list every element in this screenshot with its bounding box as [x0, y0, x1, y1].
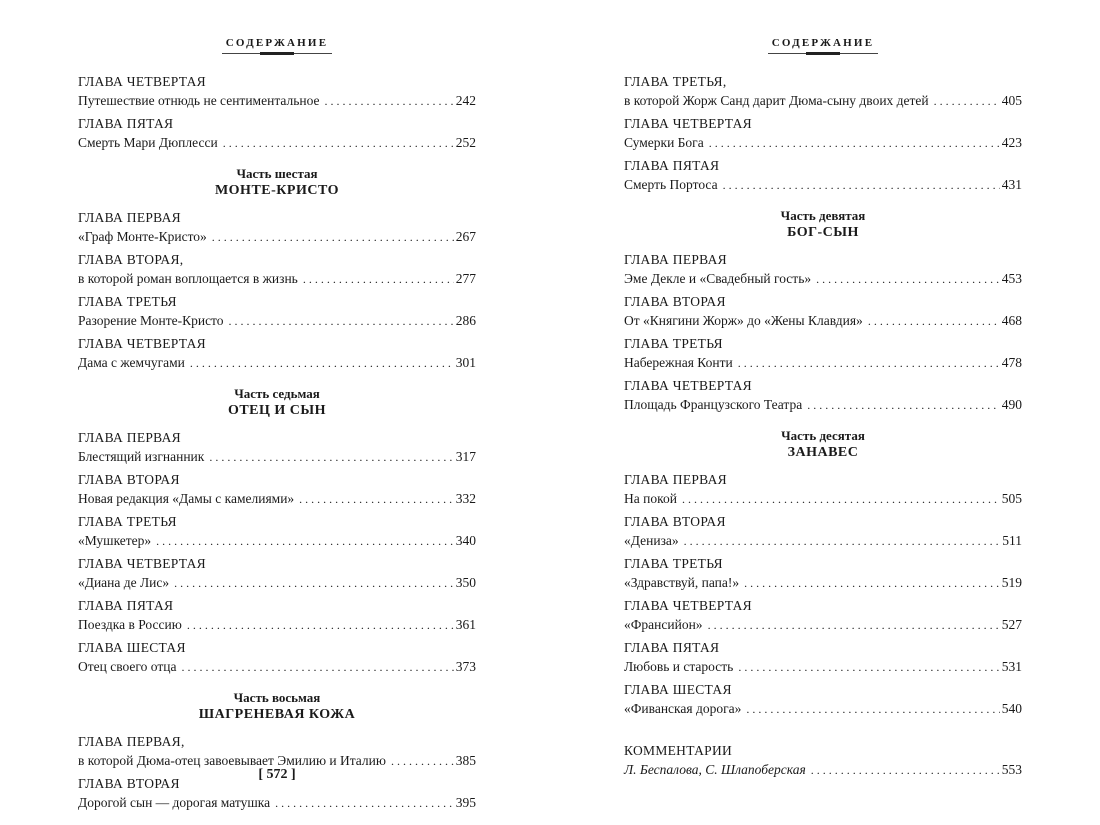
dot-leader: [868, 312, 1000, 331]
dot-leader: [816, 270, 1000, 289]
dot-leader: [682, 490, 1000, 509]
page-ref: 267: [455, 229, 476, 244]
dot-leader: [709, 134, 1000, 153]
page-number: [ 572 ]: [258, 767, 296, 782]
toc-entry[interactable]: [624, 292, 1022, 331]
page-ref: 478: [1001, 355, 1022, 370]
dot-leader: [746, 700, 999, 719]
toc-entry[interactable]: [624, 250, 1022, 289]
toc-entry[interactable]: [78, 428, 476, 467]
toc-line: [78, 269, 476, 289]
toc-entry[interactable]: [624, 156, 1022, 195]
page-ref: 511: [1002, 533, 1022, 548]
toc-line: [624, 531, 1022, 551]
chapter-label: ГЛАВА ПЯТАЯ: [78, 598, 174, 613]
chapter-title: На покой: [624, 491, 677, 506]
chapter-label: ГЛАВА ПЕРВАЯ,: [78, 734, 185, 749]
toc-line: [78, 489, 476, 509]
page-ref: 431: [1001, 177, 1022, 192]
toc-entry[interactable]: [624, 334, 1022, 373]
toc-entry[interactable]: [78, 732, 476, 771]
page-ref: 350: [455, 575, 476, 590]
part-title: БОГ-СЫН: [787, 225, 859, 240]
page-ref: 277: [455, 271, 476, 286]
toc-entry[interactable]: [78, 208, 476, 247]
chapter-title: От «Княгини Жорж» до «Жены Клавдия»: [624, 313, 863, 328]
part-title: ОТЕЦ И СЫН: [227, 403, 327, 418]
dot-leader: [744, 574, 1000, 593]
toc-line: [78, 311, 476, 331]
toc-line: [78, 227, 476, 247]
chapter-label: ГЛАВА ВТОРАЯ: [624, 294, 726, 309]
chapter-label: ГЛАВА ЧЕТВЕРТАЯ: [78, 336, 206, 351]
chapter-label: ГЛАВА ЧЕТВЕРТАЯ: [78, 74, 206, 89]
page-ref: 242: [455, 93, 476, 108]
chapter-title: «Диана де Лис»: [78, 575, 170, 590]
toc-entry[interactable]: [624, 376, 1022, 415]
chapter-title: Путешествие отнюдь не сентиментальное: [78, 93, 320, 108]
page-ref: 405: [1001, 93, 1022, 108]
chapter-title: «Франсийон»: [624, 617, 703, 632]
toc-content: [624, 72, 1022, 783]
dot-leader: [811, 761, 1000, 780]
chapter-label: ГЛАВА ТРЕТЬЯ: [624, 336, 723, 351]
part-label: Часть девятая: [780, 208, 866, 223]
page-ref: 395: [455, 795, 476, 810]
dot-leader: [174, 574, 454, 593]
dot-leader: [275, 794, 454, 813]
chapter-title: Сумерки Бога: [624, 135, 704, 150]
page-ref: 301: [455, 355, 476, 370]
part-heading: [78, 386, 476, 420]
chapter-label: ГЛАВА ПЕРВАЯ: [624, 252, 727, 267]
page-ref: 453: [1001, 271, 1022, 286]
chapter-label: ГЛАВА ВТОРАЯ: [624, 514, 726, 529]
chapter-title: Набережная Конти: [624, 355, 733, 370]
chapter-label: ГЛАВА ТРЕТЬЯ: [78, 294, 177, 309]
toc-parts: [624, 208, 1022, 719]
toc-entry[interactable]: [78, 554, 476, 593]
chapter-label: ГЛАВА ВТОРАЯ: [78, 472, 180, 487]
part-title: ЗАНАВЕС: [787, 445, 859, 460]
toc-entry[interactable]: [78, 114, 476, 153]
toc-entry[interactable]: [624, 554, 1022, 593]
toc-line: [624, 91, 1022, 111]
page-ref: 340: [455, 533, 476, 548]
toc-entry-comments[interactable]: [624, 741, 1022, 780]
page-ref: 423: [1001, 135, 1022, 150]
toc-entry[interactable]: [624, 470, 1022, 509]
page-ref: 286: [455, 313, 476, 328]
dot-leader: [723, 176, 1000, 195]
chapter-title: Дорогой сын — дорогая матушка: [78, 795, 271, 810]
dot-leader: [156, 532, 454, 551]
toc-line: [624, 573, 1022, 593]
chapter-title: «Дениза»: [624, 533, 679, 548]
toc-line: [624, 760, 1022, 780]
dot-leader: [190, 354, 454, 373]
chapter-title: Эме Декле и «Свадебный гость»: [624, 271, 812, 286]
part-title: ШАГРЕНЕВАЯ КОЖА: [198, 707, 356, 722]
toc-parts: [78, 166, 476, 813]
chapter-label: ГЛАВА ЧЕТВЕРТАЯ: [78, 556, 206, 571]
toc-entry[interactable]: [78, 72, 476, 111]
toc-entry[interactable]: [78, 292, 476, 331]
toc-line: [624, 311, 1022, 331]
page-ref: 252: [455, 135, 476, 150]
toc-line: [624, 269, 1022, 289]
dot-leader: [303, 270, 454, 289]
chapter-title: Новая редакция «Дамы с камелиями»: [78, 491, 295, 506]
chapter-label: ГЛАВА ПЯТАЯ: [624, 158, 720, 173]
chapter-label: ГЛАВА ШЕСТАЯ: [78, 640, 186, 655]
chapter-title: Поездка в Россию: [78, 617, 182, 632]
toc-entry[interactable]: [78, 638, 476, 677]
toc-line: [624, 353, 1022, 373]
chapter-title: Отец своего отца: [78, 659, 177, 674]
dot-leader: [187, 616, 454, 635]
dot-leader: [223, 134, 454, 153]
toc-line: [78, 531, 476, 551]
chapter-title: Площадь Французского Театра: [624, 397, 803, 412]
toc-line: [78, 353, 476, 373]
toc-entry[interactable]: [624, 680, 1022, 719]
dot-leader: [209, 448, 453, 467]
page-ref: 361: [455, 617, 476, 632]
chapter-title: в которой Дюма-отец завоевывает Эмилию и Италию: [78, 753, 386, 768]
toc-line: [78, 657, 476, 677]
toc-entry[interactable]: [78, 250, 476, 289]
dot-leader: [229, 312, 454, 331]
chapter-label: ГЛАВА ТРЕТЬЯ: [78, 514, 177, 529]
chapter-label: ГЛАВА ВТОРАЯ,: [78, 252, 184, 267]
toc-line: [78, 573, 476, 593]
chapter-title: Любовь и старость: [624, 659, 734, 674]
toc-line: [78, 793, 476, 813]
chapter-title: Смерть Мари Дюплесси: [78, 135, 218, 150]
part-label: Часть восьмая: [233, 690, 321, 705]
toc-line: [624, 175, 1022, 195]
comments-heading: КОММЕНТАРИИ: [624, 743, 733, 758]
left-page: [78, 0, 476, 825]
dot-leader: [299, 490, 454, 509]
page-ref: 505: [1001, 491, 1022, 506]
dot-leader: [325, 92, 454, 111]
page-ref: 317: [455, 449, 476, 464]
chapter-title: Дама с жемчугами: [78, 355, 185, 370]
header-rule: [222, 53, 332, 54]
dot-leader: [181, 658, 453, 677]
page-ref: 373: [455, 659, 476, 674]
chapter-label: ГЛАВА ШЕСТАЯ: [624, 682, 732, 697]
comments-authors: Л. Беспалова, С. Шлапоберская: [624, 762, 806, 777]
chapter-title: в которой роман воплощается в жизнь: [78, 271, 298, 286]
dot-leader: [738, 354, 1000, 373]
toc-line: [624, 489, 1022, 509]
dot-leader: [684, 532, 1001, 551]
part-title: МОНТЕ-КРИСТО: [214, 183, 340, 198]
page-ref: 531: [1001, 659, 1022, 674]
dot-leader: [212, 228, 454, 247]
toc-line: [78, 615, 476, 635]
chapter-label: ГЛАВА ПЯТАЯ: [624, 640, 720, 655]
header-rule: [768, 53, 878, 54]
chapter-title: «Здравствуй, папа!»: [624, 575, 740, 590]
part-heading: [624, 428, 1022, 462]
toc-entry[interactable]: [624, 72, 1022, 111]
part-heading: [78, 166, 476, 200]
page-ref: 553: [1001, 762, 1022, 777]
page-ref: 385: [455, 753, 476, 768]
chapter-label: ГЛАВА ЧЕТВЕРТАЯ: [624, 598, 752, 613]
toc-entries: [624, 72, 1022, 195]
chapter-title: «Фиванская дорога»: [624, 701, 742, 716]
toc-entry[interactable]: [78, 470, 476, 509]
toc-line: [78, 91, 476, 111]
chapter-label: ГЛАВА ПЕРВАЯ: [78, 430, 181, 445]
chapter-label: ГЛАВА ЧЕТВЕРТАЯ: [624, 116, 752, 131]
chapter-title: Разорение Монте-Кристо: [78, 313, 224, 328]
toc-entry[interactable]: [78, 596, 476, 635]
toc-entries: [78, 72, 476, 153]
toc-entry[interactable]: [624, 638, 1022, 677]
chapter-label: ГЛАВА ПЯТАЯ: [78, 116, 174, 131]
running-head: СОДЕРЖАНИЕ: [225, 37, 329, 49]
chapter-title: в которой Жорж Санд дарит Дюма-сыну двоих детей: [624, 93, 929, 108]
toc-line: [624, 699, 1022, 719]
toc-line: [78, 133, 476, 153]
part-label: Часть седьмая: [234, 386, 320, 401]
dot-leader: [708, 616, 1000, 635]
chapter-label: ГЛАВА ТРЕТЬЯ: [624, 556, 723, 571]
running-head: СОДЕРЖАНИЕ: [771, 37, 875, 49]
chapter-label: ГЛАВА ПЕРВАЯ: [78, 210, 181, 225]
toc-entry[interactable]: [624, 114, 1022, 153]
toc-content: [78, 72, 476, 816]
part-heading: [624, 208, 1022, 242]
page-ref: 540: [1001, 701, 1022, 716]
chapter-label: ГЛАВА ТРЕТЬЯ,: [624, 74, 727, 89]
part-heading: [78, 690, 476, 724]
chapter-label: ГЛАВА ПЕРВАЯ: [624, 472, 727, 487]
toc-entry[interactable]: [78, 334, 476, 373]
toc-line: [624, 395, 1022, 415]
part-label: Часть десятая: [781, 428, 865, 443]
toc-line: [624, 657, 1022, 677]
dot-leader: [807, 396, 1000, 415]
chapter-title: «Мушкетер»: [78, 533, 152, 548]
chapter-title: «Граф Монте-Кристо»: [78, 229, 207, 244]
page-ref: 519: [1001, 575, 1022, 590]
chapter-label: ГЛАВА ВТОРАЯ: [78, 776, 180, 791]
part-label: Часть шестая: [236, 166, 318, 181]
chapter-title: Смерть Портоса: [624, 177, 718, 192]
toc-entry[interactable]: [78, 512, 476, 551]
toc-line: [624, 133, 1022, 153]
chapter-title: Блестящий изгнанник: [78, 449, 205, 464]
page-ref: 490: [1001, 397, 1022, 412]
toc-line: [624, 615, 1022, 635]
toc-entry[interactable]: [624, 596, 1022, 635]
page-ref: 332: [455, 491, 476, 506]
right-page: [624, 0, 1022, 825]
page-ref: 468: [1001, 313, 1022, 328]
dot-leader: [934, 92, 1000, 111]
page-ref: 527: [1001, 617, 1022, 632]
toc-entry[interactable]: [624, 512, 1022, 551]
chapter-label: ГЛАВА ЧЕТВЕРТАЯ: [624, 378, 752, 393]
toc-line: [78, 447, 476, 467]
dot-leader: [738, 658, 999, 677]
